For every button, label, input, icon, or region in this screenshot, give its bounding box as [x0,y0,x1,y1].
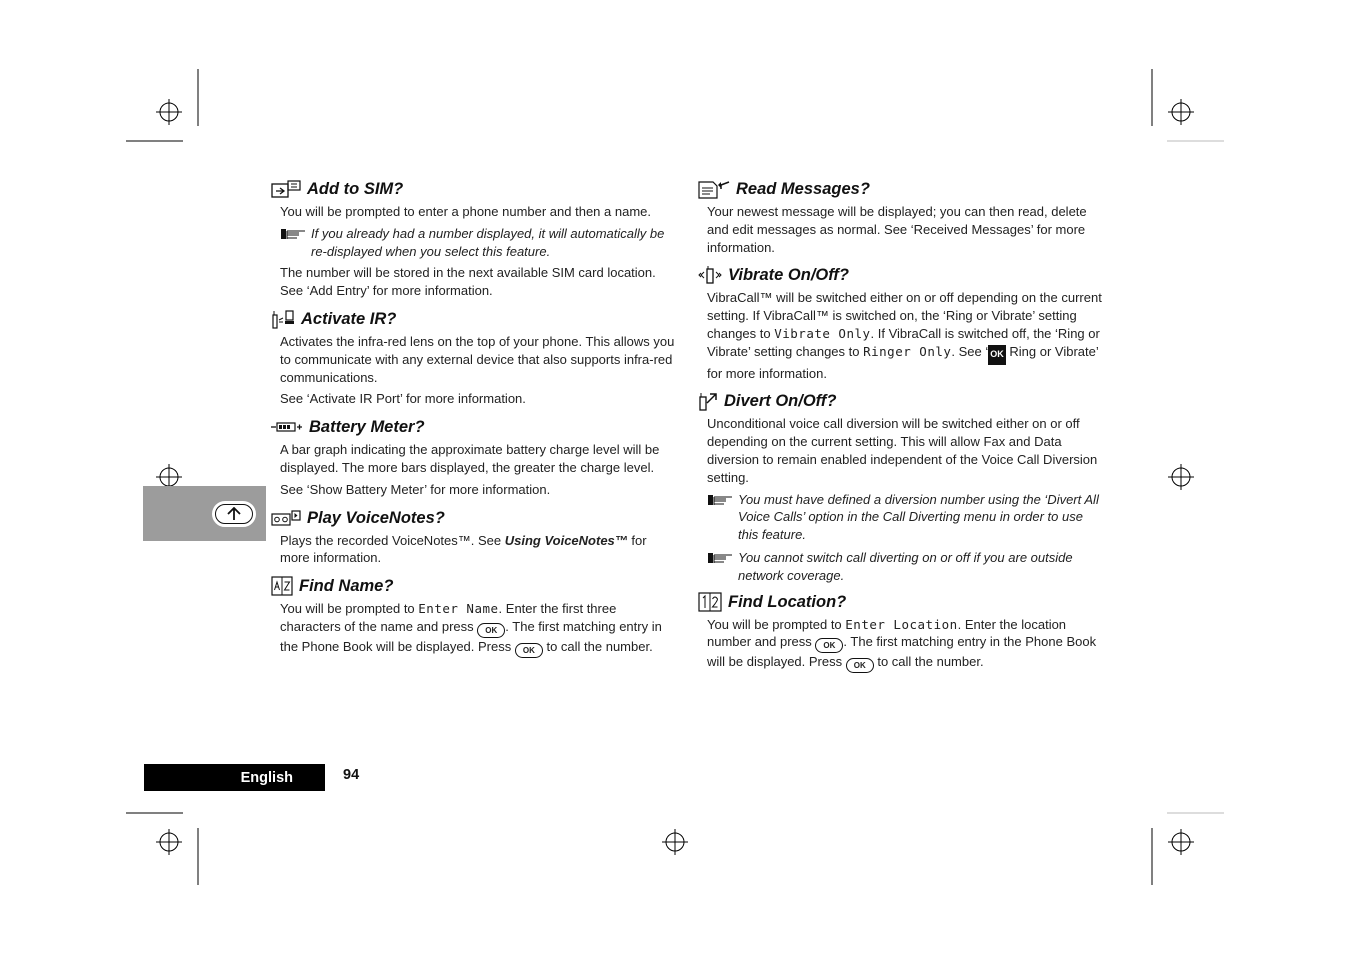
section-activate-ir [271,308,679,408]
activate-ir-heading: Activate IR? [301,309,397,328]
page-number: 94 [343,767,360,783]
voicenote-cassette-icon [271,510,301,526]
activate-ir-text-1: Activates the infra-red lens on the top of your phone. This allows you to communicate with any external device that also supports infra-red communications. [280,333,675,385]
text-run: You will be prompted to [280,601,419,617]
divert-note-1-text: You must have defined a diversion number using the ‘Divert All Voice Calls’ option in the Call Diverting menu in order to use this feature. [738,491,1099,543]
text-run: . Enter the first three characters of the name and press [280,601,617,634]
divert-phone-icon [698,391,718,411]
section-find-location [698,591,1106,674]
section-play-voicenotes [271,507,679,568]
read-messages-text: Your newest message will be displayed; you can then read, delete and edit messages as normal. See ‘Received Messages’ for more information. [707,204,1087,255]
lcd-enter-name: Enter Name [418,601,499,617]
battery-meter-heading: Battery Meter? [309,418,425,437]
section-read-messages [698,178,1106,256]
divert-text: Unconditional voice call diversion will be switched either on or off depending on the current setting. This will allow Fax and Data diversion to remain enabled independent of the Voice Call Diversion setting. [707,416,1098,485]
text-run: for more information. [280,532,647,566]
battery-icon [271,421,303,433]
battery-meter-text-2: See ‘Show Battery Meter’ for more information. [280,481,551,497]
find-name-heading: Find Name? [299,577,394,596]
vibrate-text [707,289,1106,382]
ok-menu-icon: OK [988,345,1006,365]
text-run: to call the number. [873,654,984,670]
using-voicenotes-ref: Using VoiceNotes™ [504,532,628,548]
ok-key-icon: OK [846,658,874,673]
text-run: . If VibraCall is switched off, the ‘Ring or Vibrate’ setting changes to [707,325,1100,359]
battery-meter-text-1: A bar graph indicating the approximate battery charge level will be displayed. The more bars displayed, the greater the charge level. [280,442,660,475]
add-to-sim-text-1: You will be prompted to enter a phone number and then a name. [280,204,651,219]
read-message-icon [698,179,730,199]
sim-add-icon [271,179,301,199]
find-location-text [707,616,1106,674]
section-find-name [271,575,679,658]
read-messages-heading: Read Messages? [736,180,870,198]
right-column [698,178,1106,677]
play-voicenotes-heading: Play VoiceNotes? [307,508,445,527]
text-run: Ring or Vibrate’ for more information. [707,343,1099,381]
add-to-sim-note-text: If you already had a number displayed, it will automatically be re-displayed when you select this feature. [311,225,665,259]
phonebook-az-icon [271,576,293,596]
section-divert [698,390,1106,584]
activate-ir-text-2: See ‘Activate IR Port’ for more information. [280,391,526,407]
pointing-hand-icon [707,491,738,544]
section-battery-meter [271,416,679,498]
text-run: . Enter the location number and press [707,616,1067,650]
footer-language-label: English [144,764,325,791]
section-add-to-sim [271,178,679,300]
pointing-hand-icon [280,225,311,261]
divert-note-1 [707,491,1106,544]
text-run: to call the number. [542,638,653,654]
divert-note-2-text: You cannot switch call diverting on or off if you are outside network coverage. [738,549,1073,583]
lcd-enter-location: Enter Location [845,616,958,632]
chapter-side-tab [143,486,266,541]
pointing-hand-icon [707,549,738,585]
section-vibrate [698,264,1106,382]
ok-key-icon: OK [515,643,543,658]
text-run: VibraCall™ will be switched either on or off depending on the current setting. If VibraCall™ is switched on, the ‘Ring or Vibrate’ setting changes to [707,290,1102,341]
text-run: . The first matching entry in the Phone Book will be displayed. Press [280,618,662,654]
text-run: You will be prompted to [707,616,846,632]
find-location-heading: Find Location? [728,592,847,611]
vibrate-heading: Vibrate On/Off? [728,266,850,285]
ok-key-icon: OK [815,638,843,653]
add-to-sim-note [280,225,679,261]
infrared-phone-icon [271,309,295,329]
phonebook-location-icon [698,592,722,612]
divert-note-2 [707,549,1106,585]
add-to-sim-text-2: The number will be stored in the next available SIM card location. See ‘Add Entry’ for more information. [280,265,656,299]
find-name-text [280,600,679,658]
add-to-sim-heading: Add to SIM? [307,180,404,198]
lcd-vibrate-only: Vibrate Only [774,325,871,341]
text-run: Plays the recorded VoiceNotes™. See [280,532,505,548]
divert-heading: Divert On/Off? [724,392,837,411]
play-voicenotes-text [280,532,679,568]
text-run: . See ‘ [951,343,989,359]
ok-key-icon: OK [477,623,505,638]
vibrate-phone-icon [698,265,722,285]
lcd-ringer-only: Ringer Only [863,343,952,359]
text-run: . The first matching entry in the Phone Book will be displayed. Press [707,634,1097,670]
left-column [271,178,679,662]
up-arrow-icon [212,501,256,527]
